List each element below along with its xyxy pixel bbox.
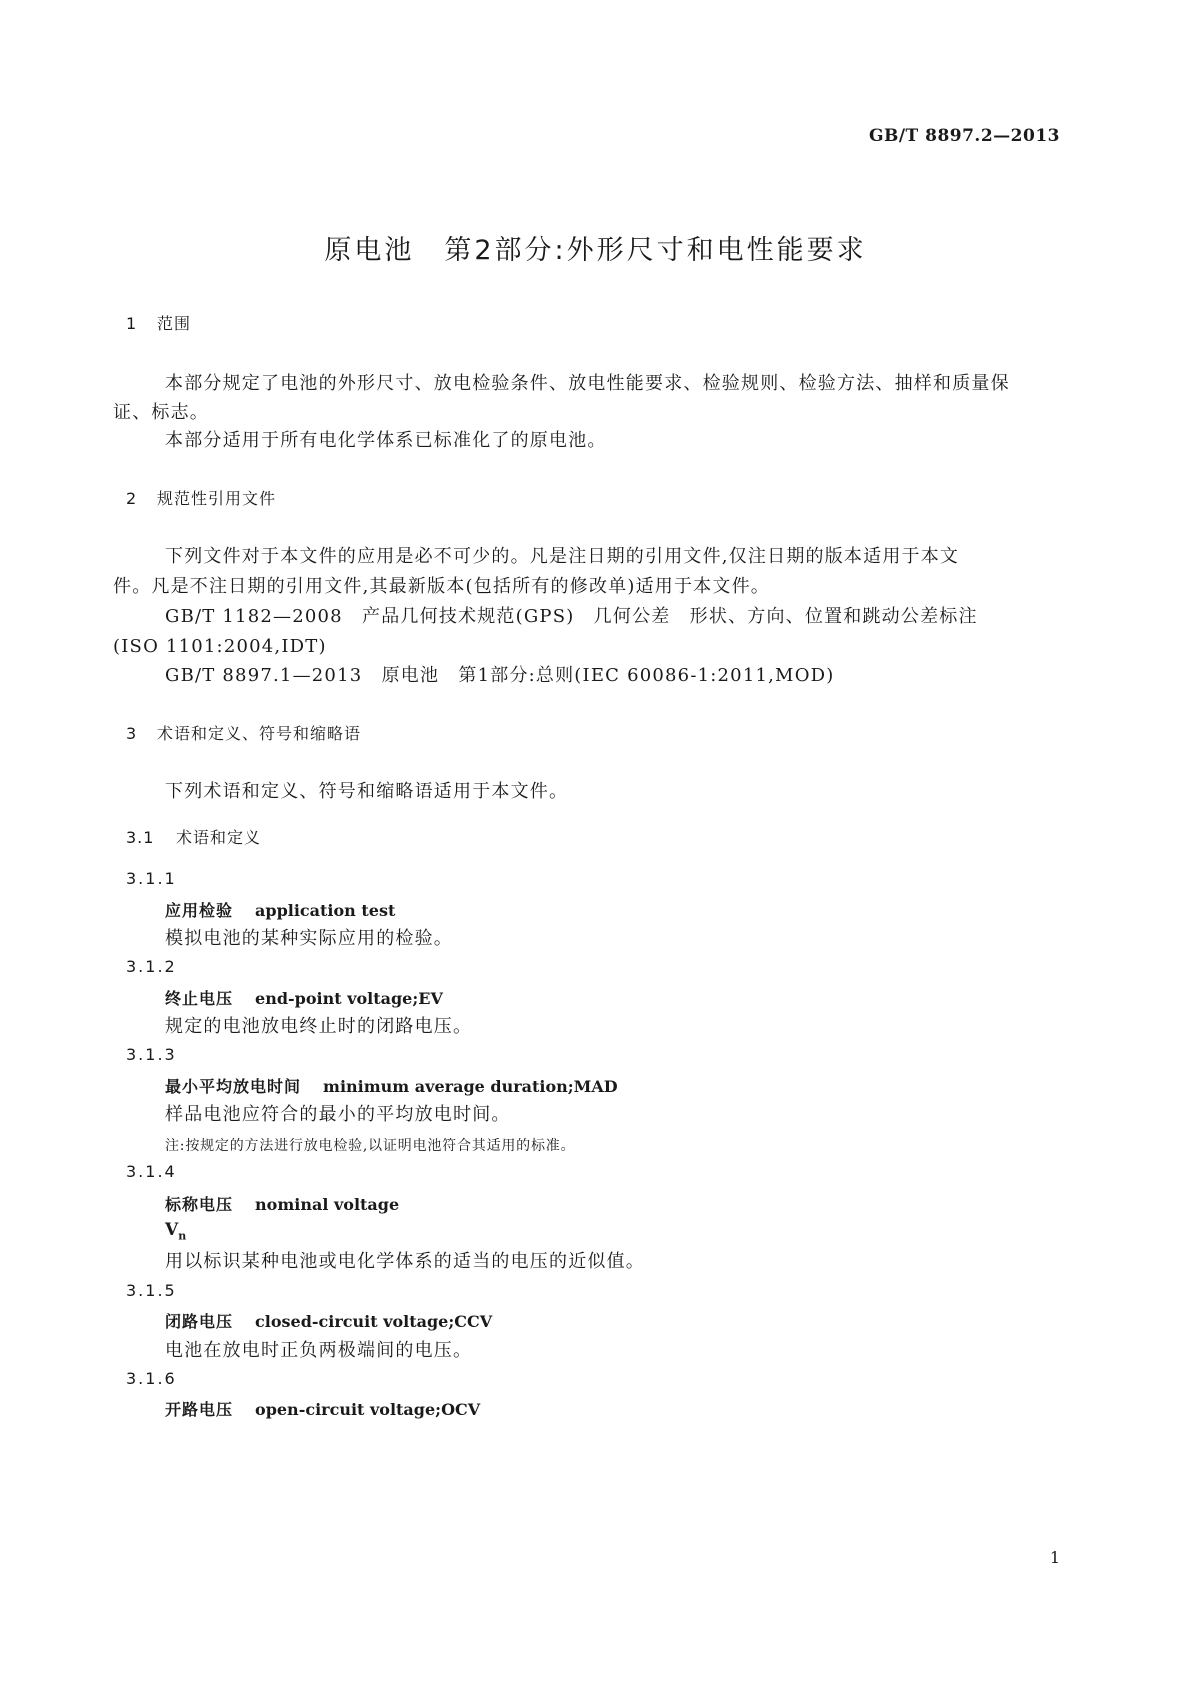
section-3-heading xyxy=(126,721,361,744)
term-en: open-circuit voltage;OCV xyxy=(255,1400,481,1419)
term-number: 3.1.2 xyxy=(126,957,177,976)
term-number: 3.1.1 xyxy=(126,869,177,888)
section-number: 2 xyxy=(126,489,138,508)
term-name xyxy=(165,898,395,921)
subsection-3-1-heading xyxy=(126,825,261,848)
term-cn: 终止电压 xyxy=(165,989,234,1008)
term-en: end-point voltage;EV xyxy=(255,989,443,1008)
subsection-title: 术语和定义 xyxy=(176,828,262,847)
section-title: 规范性引用文件 xyxy=(157,489,277,508)
s1-paragraph-1-line-2: 证、标志。 xyxy=(113,402,209,423)
s2-paragraph-1-line-2: 件。凡是不注日期的引用文件,其最新版本(包括所有的修改单)适用于本文件。 xyxy=(113,576,770,597)
term-en: minimum average duration;MAD xyxy=(323,1077,618,1096)
document-title: 原电池 第2部分:外形尺寸和电性能要求 xyxy=(324,235,867,266)
section-title: 术语和定义、符号和缩略语 xyxy=(157,724,362,743)
term-en: application test xyxy=(255,901,396,920)
term-definition: 规定的电池放电终止时的闭路电压。 xyxy=(165,1016,473,1037)
term-symbol xyxy=(165,1220,186,1242)
term-cn: 最小平均放电时间 xyxy=(165,1077,302,1096)
subsection-number: 3.1 xyxy=(126,828,155,847)
term-name xyxy=(165,1309,492,1332)
term-name xyxy=(165,1074,618,1097)
s2-reference-1-line-2: (ISO 1101:2004,IDT) xyxy=(113,636,327,657)
term-en: closed-circuit voltage;CCV xyxy=(255,1312,493,1331)
s3-paragraph-1: 下列术语和定义、符号和缩略语适用于本文件。 xyxy=(165,781,569,802)
section-number: 1 xyxy=(126,314,138,333)
section-title: 范围 xyxy=(157,314,192,333)
s2-reference-1-line-1: GB/T 1182—2008 产品几何技术规范(GPS) 几何公差 形状、方向、位置和跳动公差标注 xyxy=(165,606,978,627)
term-number: 3.1.4 xyxy=(126,1162,177,1181)
term-note: 注:按规定的方法进行放电检验,以证明电池符合其适用的标准。 xyxy=(165,1138,576,1154)
term-name xyxy=(165,1192,399,1215)
term-definition: 用以标识某种电池或电化学体系的适当的电压的近似值。 xyxy=(165,1251,645,1272)
section-1-heading xyxy=(126,311,191,334)
page-number: 1 xyxy=(1049,1548,1060,1567)
term-number: 3.1.6 xyxy=(126,1369,177,1388)
term-definition: 模拟电池的某种实际应用的检验。 xyxy=(165,928,453,949)
s1-paragraph-2: 本部分适用于所有电化学体系已标准化了的原电池。 xyxy=(165,430,607,451)
term-number: 3.1.5 xyxy=(126,1281,177,1300)
term-number: 3.1.3 xyxy=(126,1045,177,1064)
s1-paragraph-1-line-1: 本部分规定了电池的外形尺寸、放电检验条件、放电性能要求、检验规则、检验方法、抽样和质量保 xyxy=(165,373,1010,394)
term-definition: 样品电池应符合的最小的平均放电时间。 xyxy=(165,1104,511,1125)
term-name xyxy=(165,1397,480,1420)
symbol-letter: V xyxy=(165,1220,179,1240)
term-cn: 标称电压 xyxy=(165,1195,234,1214)
term-name xyxy=(165,986,443,1009)
section-number: 3 xyxy=(126,724,138,743)
section-2-heading xyxy=(126,486,276,509)
term-cn: 应用检验 xyxy=(165,901,234,920)
term-cn: 开路电压 xyxy=(165,1400,234,1419)
s2-reference-2: GB/T 8897.1—2013 原电池 第1部分:总则(IEC 60086-1:2011,MOD) xyxy=(165,665,835,686)
term-en: nominal voltage xyxy=(255,1195,400,1214)
symbol-subscript: n xyxy=(178,1229,187,1243)
s2-paragraph-1-line-1: 下列文件对于本文件的应用是必不可少的。凡是注日期的引用文件,仅注日期的版本适用于本文 xyxy=(165,546,960,567)
term-cn: 闭路电压 xyxy=(165,1312,234,1331)
standard-code: GB/T 8897.2—2013 xyxy=(868,126,1060,146)
term-definition: 电池在放电时正负两极端间的电压。 xyxy=(165,1340,473,1361)
